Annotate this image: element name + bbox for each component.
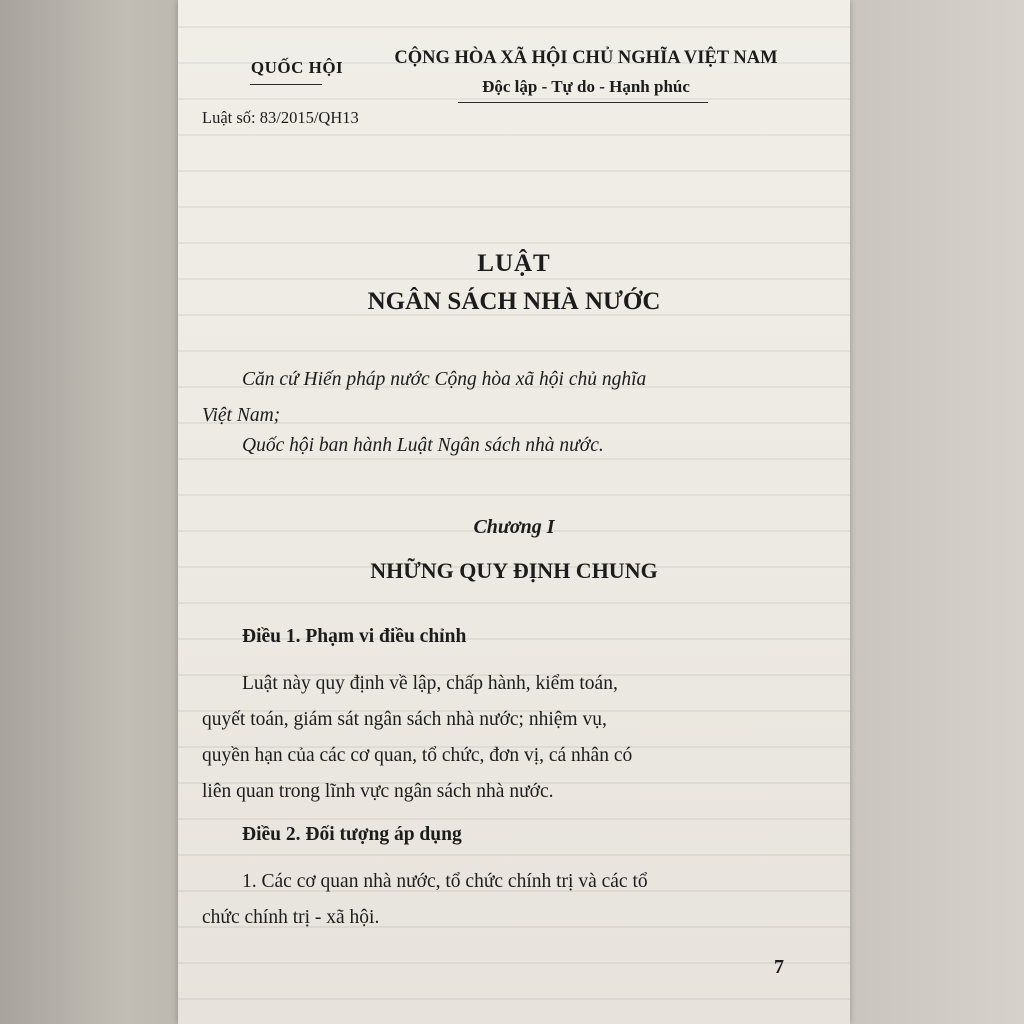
law-number: Luật số: 83/2015/QH13	[202, 108, 359, 127]
article-2-heading: Điều 2. Đối tượng áp dụng	[242, 824, 462, 845]
issuing-body: QUỐC HỘI	[250, 58, 344, 77]
national-title: CỘNG HÒA XÃ HỘI CHỦ NGHĨA VIỆT NAM	[394, 48, 778, 68]
article-1-line: quyền hạn của các cơ quan, tổ chức, đơn vị, cá nhân có	[202, 745, 633, 766]
article-1-line: Luật này quy định về lập, chấp hành, kiểm toán,	[242, 673, 618, 694]
article-1-line: liên quan trong lĩnh vực ngân sách nhà nước.	[202, 781, 554, 802]
motto-underline	[458, 102, 708, 103]
background-left	[0, 0, 180, 1024]
chapter-label: Chương I	[473, 516, 555, 538]
article-2-line: chức chính trị - xã hội.	[202, 907, 380, 928]
document-title: NGÂN SÁCH NHÀ NƯỚC	[367, 288, 661, 315]
issuing-body-underline	[250, 84, 322, 85]
article-2-line: 1. Các cơ quan nhà nước, tổ chức chính trị và các tổ	[242, 871, 648, 892]
national-motto: Độc lập - Tự do - Hạnh phúc	[482, 77, 690, 96]
article-1-line: quyết toán, giám sát ngân sách nhà nước; nhiệm vụ,	[202, 709, 607, 730]
document-page	[178, 0, 850, 1024]
preamble-enactment: Quốc hội ban hành Luật Ngân sách nhà nước.	[242, 435, 604, 456]
article-1-heading: Điều 1. Phạm vi điều chỉnh	[242, 626, 467, 647]
preamble-basis-line1: Căn cứ Hiến pháp nước Cộng hòa xã hội chủ nghĩa	[242, 369, 647, 390]
document-type-title: LUẬT	[477, 250, 551, 277]
page-number: 7	[774, 956, 784, 978]
preamble-basis-line2: Việt Nam;	[202, 405, 281, 426]
background-right	[848, 0, 1024, 1024]
chapter-title: NHỮNG QUY ĐỊNH CHUNG	[370, 558, 658, 583]
